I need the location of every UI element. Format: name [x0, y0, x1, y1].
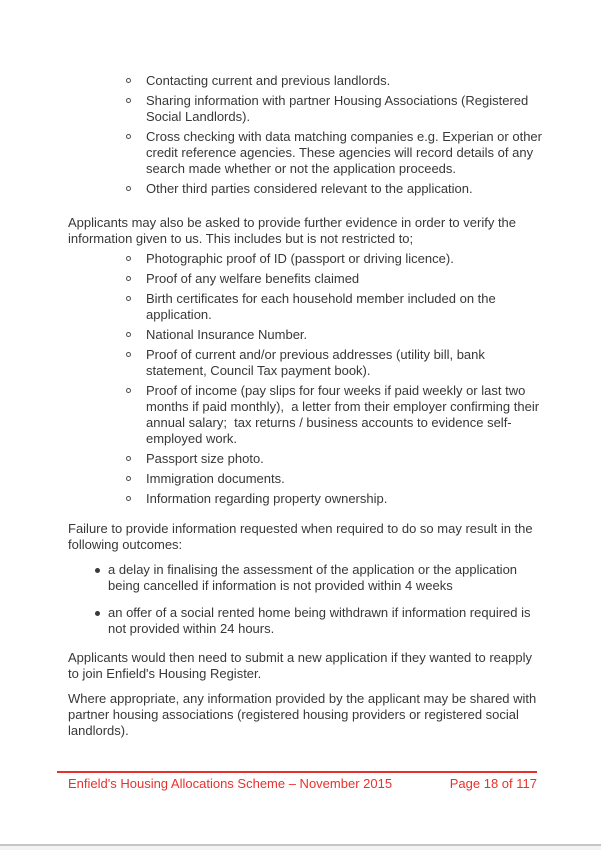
circle-bullet-icon — [126, 256, 131, 261]
list-item-text: Cross checking with data matching companies e.g. Experian or other credit reference agencies. These agencies will record details of any search made whether or not the application proceeds. — [146, 129, 546, 176]
list-item — [68, 271, 542, 287]
supporting-documents-list — [68, 251, 542, 507]
list-item-text: an offer of a social rented home being withdrawn if information required is not provided within 24 hours. — [108, 605, 535, 636]
paragraph-failure-outcomes: Failure to provide information requested when required to do so may result in the following outcomes: — [68, 521, 537, 552]
list-item-text: Sharing information with partner Housing Associations (Registered Social Landlords). — [146, 93, 532, 124]
below-page-area — [0, 846, 601, 850]
circle-bullet-icon — [126, 186, 131, 191]
circle-bullet-icon — [126, 296, 131, 301]
list-item — [68, 327, 542, 343]
list-item — [68, 491, 542, 507]
list-item — [68, 383, 542, 447]
circle-bullet-icon — [126, 78, 131, 83]
list-item-text: Photographic proof of ID (passport or driving licence). — [146, 251, 454, 266]
circle-bullet-icon — [126, 98, 131, 103]
circle-bullet-icon — [126, 456, 131, 461]
list-item-text: National Insurance Number. — [146, 327, 308, 342]
list-item — [68, 291, 542, 323]
list-item — [68, 93, 542, 125]
list-item — [68, 451, 542, 467]
page-footer — [57, 776, 537, 792]
list-item-text: Contacting current and previous landlords. — [146, 73, 391, 88]
paragraph-further-evidence: Applicants may also be asked to provide further evidence in order to verify the information given to us. This includes but is not restricted to; — [68, 215, 520, 246]
list-item-text: Information regarding property ownership. — [146, 491, 388, 506]
page-content — [68, 73, 546, 739]
list-item — [68, 129, 546, 177]
list-item — [68, 562, 542, 594]
list-item — [68, 181, 542, 197]
footer-page-number: Page 18 of 117 — [449, 776, 537, 791]
list-item-text: Birth certificates for each household member included on the application. — [146, 291, 500, 322]
disc-bullet-icon — [95, 568, 100, 573]
circle-bullet-icon — [126, 476, 131, 481]
list-item — [68, 251, 542, 267]
circle-bullet-icon — [126, 134, 131, 139]
list-item — [68, 605, 542, 637]
list-item-text: Other third parties considered relevant to the application. — [146, 181, 473, 196]
circle-bullet-icon — [126, 332, 131, 337]
list-item-text: Immigration documents. — [146, 471, 285, 486]
paragraph-information-sharing: Where appropriate, any information provided by the applicant may be shared with partner housing associations (registered housing providers or registered social landlords). — [68, 691, 540, 738]
footer-document-title: Enfield's Housing Allocations Scheme – November 2015 — [68, 776, 393, 791]
list-item-text: a delay in finalising the assessment of the application or the application being cancelled if information is not provided within 4 weeks — [108, 562, 521, 593]
circle-bullet-icon — [126, 276, 131, 281]
evidence-checks-list — [68, 73, 546, 197]
paragraph-reapply: Applicants would then need to submit a new application if they wanted to reapply to join Enfield's Housing Register. — [68, 650, 536, 681]
list-item — [68, 347, 542, 379]
list-item — [68, 471, 542, 487]
circle-bullet-icon — [126, 496, 131, 501]
list-item-text: Proof of income (pay slips for four weeks if paid weekly or last two months if paid monthly), a letter from their employer confirming their annual salary; tax returns / business accounts to evidence self-employed work. — [146, 383, 543, 446]
circle-bullet-icon — [126, 388, 131, 393]
list-item — [68, 73, 542, 89]
list-item-text: Proof of any welfare benefits claimed — [146, 271, 360, 286]
footer-rule — [57, 771, 537, 773]
list-item-text: Proof of current and/or previous addresses (utility bill, bank statement, Council Tax payment book). — [146, 347, 489, 378]
list-item-text: Passport size photo. — [146, 451, 264, 466]
circle-bullet-icon — [126, 352, 131, 357]
failure-outcomes-list — [68, 562, 542, 637]
disc-bullet-icon — [95, 611, 100, 616]
